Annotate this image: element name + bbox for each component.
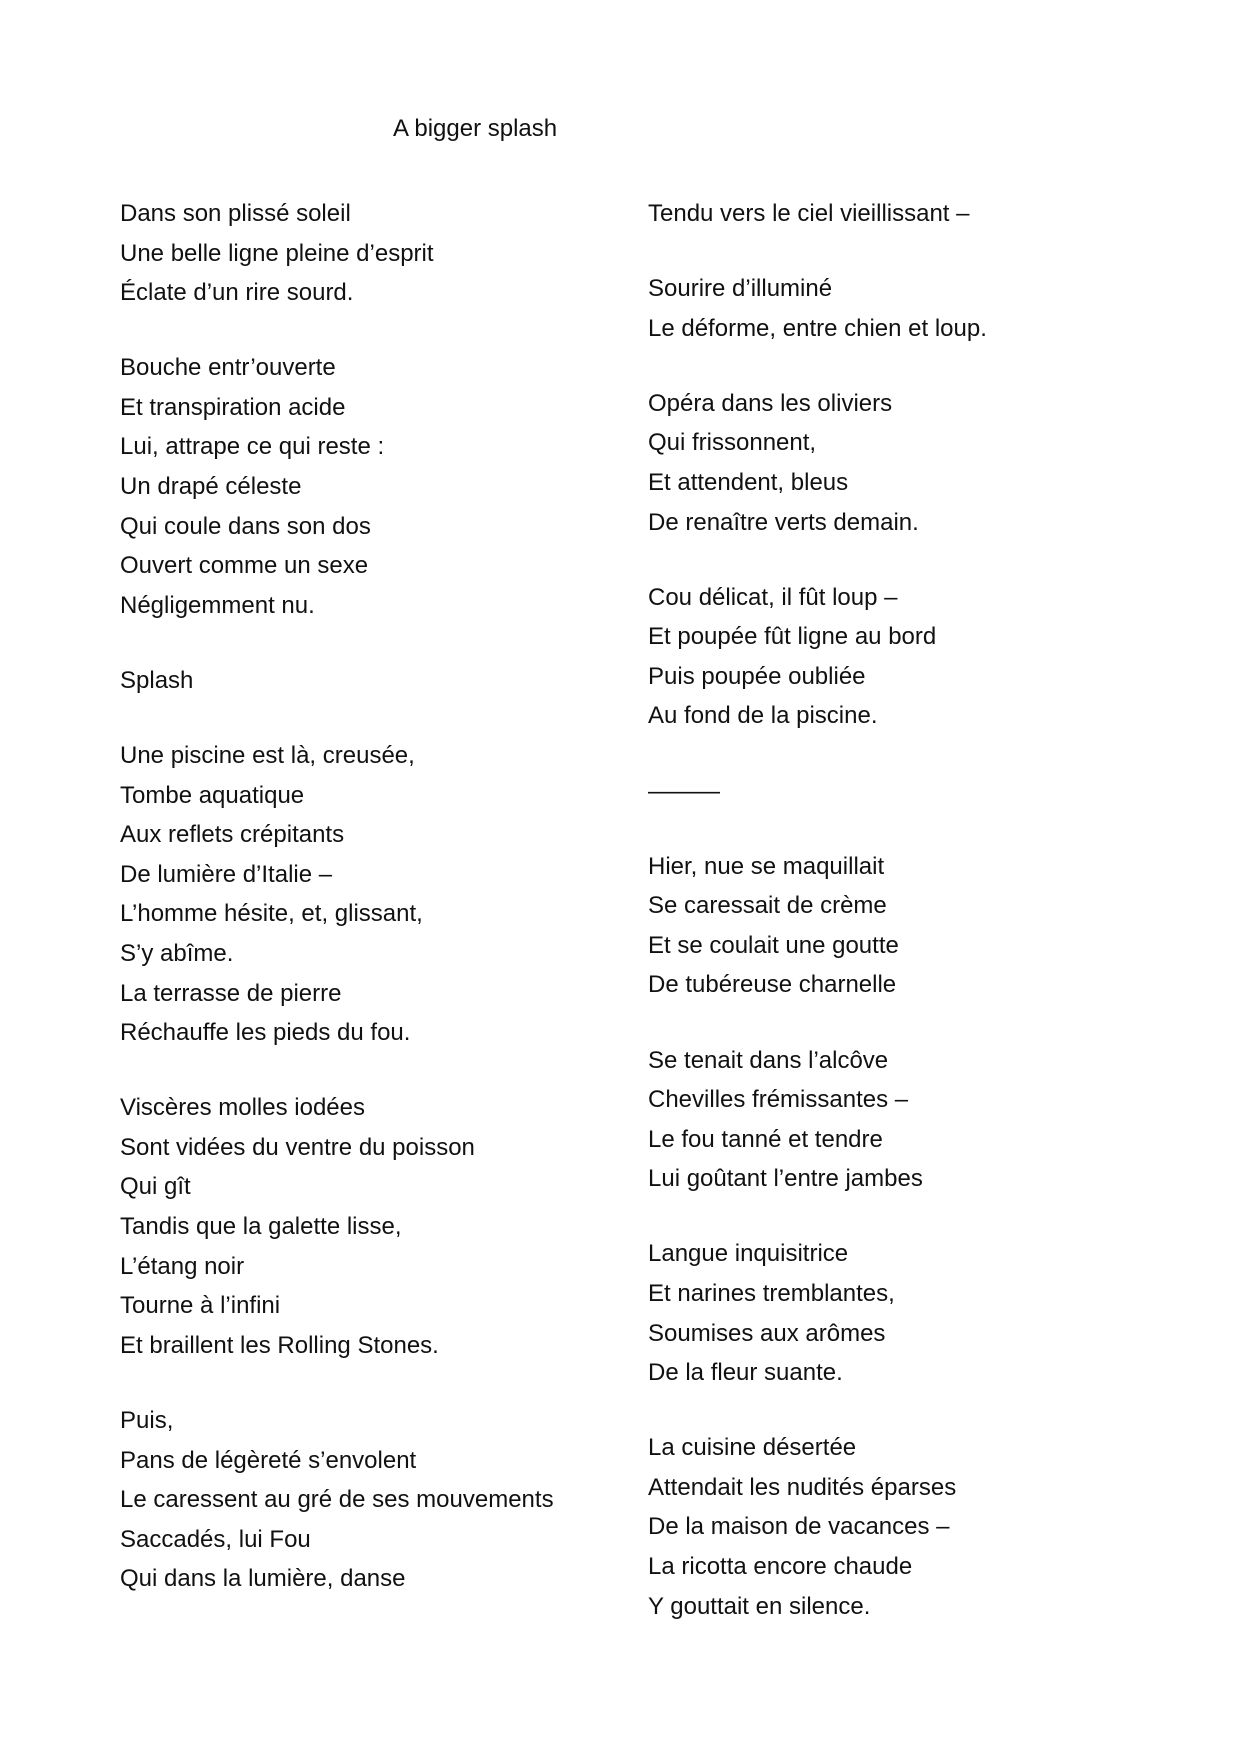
- poem-line: Tandis que la galette lisse,: [120, 1213, 402, 1241]
- poem-line: ———: [648, 777, 720, 805]
- poem-line: Éclate d’un rire sourd.: [120, 279, 354, 307]
- stanza: [120, 661, 680, 701]
- poem-line: Qui dans la lumière, danse: [120, 1565, 406, 1593]
- poem-line: Bouche entr’ouverte: [120, 354, 336, 382]
- poem-line: La cuisine désertée: [648, 1434, 857, 1462]
- poem-line: L’homme hésite, et, glissant,: [120, 900, 423, 928]
- poem-line: Lui, attrape ce qui reste :: [120, 433, 385, 461]
- poem-line: Attendait les nudités éparses: [648, 1473, 957, 1501]
- stanza: [648, 384, 1208, 542]
- stanza: [648, 1041, 1208, 1199]
- poem-line: De la fleur suante.: [648, 1359, 843, 1387]
- poem-line: L’étang noir: [120, 1252, 245, 1280]
- poem-title: A bigger splash: [393, 115, 558, 142]
- stanza: [120, 736, 680, 1053]
- poem-line: Aux reflets crépitants: [120, 821, 345, 849]
- poem-line: Puis,: [120, 1406, 174, 1434]
- poem-line: Sont vidées du ventre du poisson: [120, 1133, 475, 1161]
- poem-line: Saccadés, lui Fou: [120, 1525, 311, 1553]
- stanza: [648, 1428, 1208, 1626]
- poem-line: Tendu vers le ciel vieillissant –: [648, 200, 970, 227]
- poem-line: Le caressent au gré de ses mouvements: [120, 1486, 554, 1514]
- poem-line: Une piscine est là, creusée,: [120, 742, 415, 770]
- poem-line: Opéra dans les oliviers: [648, 389, 893, 417]
- poem-line: Au fond de la piscine.: [648, 702, 878, 730]
- poem-line: Y gouttait en silence.: [648, 1592, 871, 1620]
- poem-line: Une belle ligne pleine d’esprit: [120, 239, 434, 267]
- stanza: [648, 772, 1208, 812]
- poem-line: De tubéreuse charnelle: [648, 971, 897, 999]
- poem-line: Langue inquisitrice: [648, 1240, 849, 1268]
- poem-line: Dans son plissé soleil: [120, 200, 351, 227]
- poem-line: Et poupée fût ligne au bord: [648, 623, 937, 651]
- poem-line: De lumière d’Italie –: [120, 860, 333, 888]
- stanza: [120, 348, 680, 625]
- stanza: [648, 1234, 1208, 1392]
- stanza: [120, 194, 680, 313]
- stanza: [648, 578, 1208, 736]
- poem-line: Et narines tremblantes,: [648, 1279, 895, 1307]
- poem-line: Le fou tanné et tendre: [648, 1125, 883, 1153]
- poem-line: Qui frissonnent,: [648, 429, 817, 457]
- poem-line: Qui gît: [120, 1173, 191, 1201]
- poem-line: Se tenait dans l’alcôve: [648, 1046, 889, 1074]
- poem-line: Pans de légèreté s’envolent: [120, 1446, 417, 1474]
- right-column: [648, 194, 1208, 1662]
- poem-line: Viscères molles iodées: [120, 1094, 366, 1122]
- poem-line: Lui goûtant l’entre jambes: [648, 1165, 923, 1193]
- poem-line: Hier, nue se maquillait: [648, 852, 885, 880]
- stanza: [120, 1401, 680, 1599]
- poem-line: La terrasse de pierre: [120, 979, 342, 1007]
- poem-line: Sourire d’illuminé: [648, 275, 833, 303]
- poem-line: Splash: [120, 666, 194, 694]
- poem-line: Qui coule dans son dos: [120, 512, 371, 540]
- poem-line: Chevilles frémissantes –: [648, 1086, 909, 1114]
- poem-line: Et attendent, bleus: [648, 468, 849, 496]
- stanza: [648, 269, 1208, 348]
- poem-line: Et se coulait une goutte: [648, 931, 899, 959]
- poem-line: Négligemment nu.: [120, 591, 315, 619]
- poem-line: Soumises aux arômes: [648, 1319, 886, 1347]
- poem-line: De renaître verts demain.: [648, 508, 919, 536]
- poem-line: La ricotta encore chaude: [648, 1553, 913, 1581]
- poem-line: Tourne à l’infini: [120, 1292, 281, 1320]
- poem-line: Réchauffe les pieds du fou.: [120, 1019, 411, 1047]
- poem-line: Et braillent les Rolling Stones.: [120, 1331, 439, 1359]
- stanza: [648, 194, 1208, 234]
- poem-line: Un drapé céleste: [120, 473, 302, 501]
- poem-line: S’y abîme.: [120, 940, 234, 967]
- poem-line: Puis poupée oubliée: [648, 662, 866, 690]
- poem-line: Le déforme, entre chien et loup.: [648, 314, 987, 342]
- poem-line: Se caressait de crème: [648, 892, 887, 920]
- poem-line: Cou délicat, il fût loup –: [648, 583, 898, 611]
- poem-line: De la maison de vacances –: [648, 1513, 950, 1541]
- left-column: [120, 194, 680, 1634]
- stanza: [648, 847, 1208, 1005]
- stanza: [120, 1088, 680, 1365]
- poem-line: Ouvert comme un sexe: [120, 552, 369, 580]
- poem-line: Et transpiration acide: [120, 393, 346, 421]
- poem-line: Tombe aquatique: [120, 781, 305, 809]
